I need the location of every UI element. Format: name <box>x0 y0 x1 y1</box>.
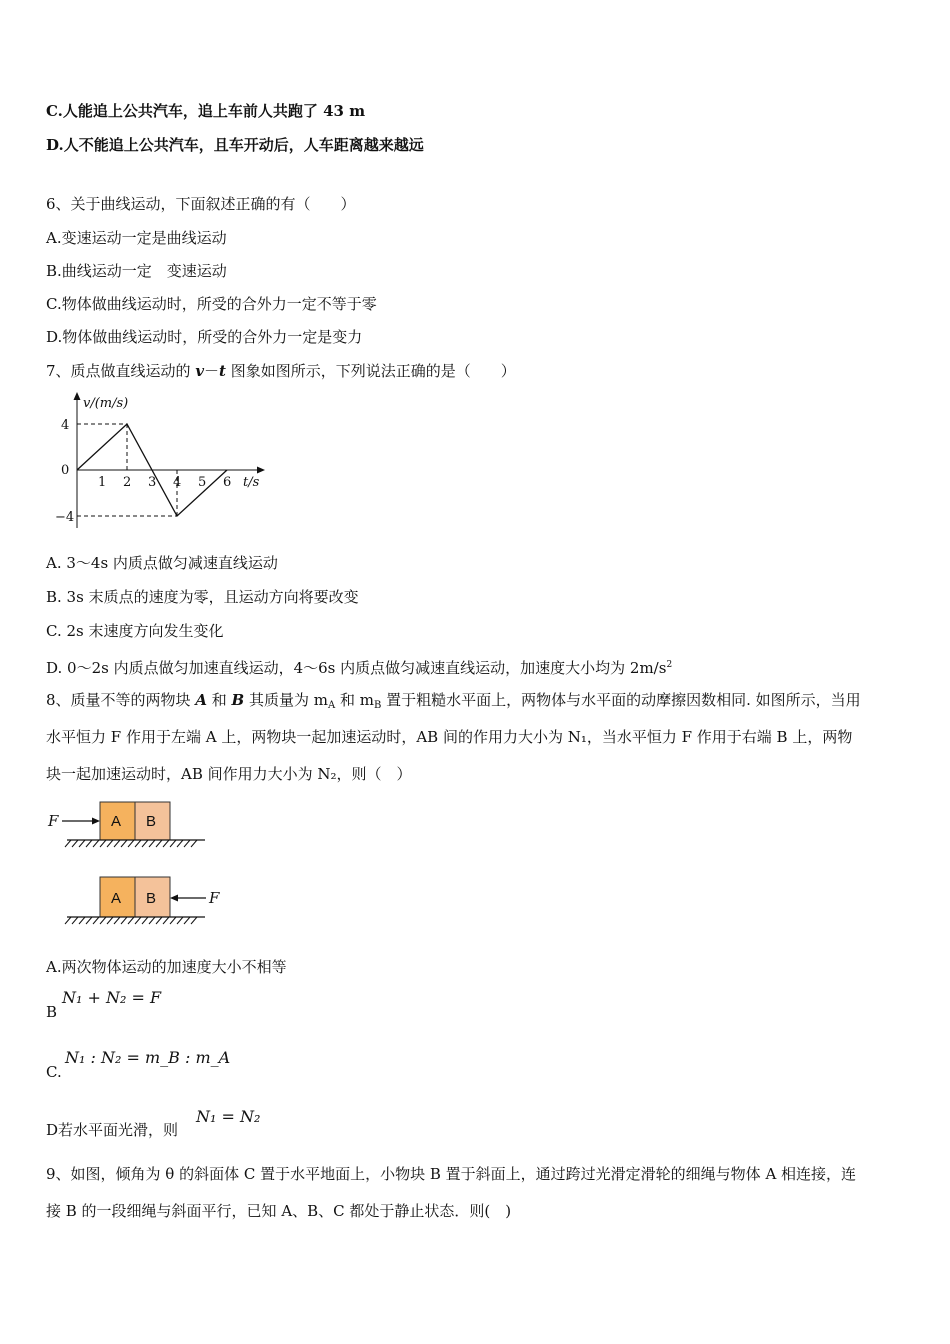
y-tick-label: 4 <box>61 418 70 433</box>
y-axis-arrow <box>74 392 81 400</box>
q6-option-a: A.变速运动一定是曲线运动 <box>46 229 227 247</box>
blocks-force-right-figure <box>45 872 235 930</box>
q7-stem-post: 图象如图所示，下列说法正确的是（ ） <box>225 362 516 380</box>
q9-line1: 9、如图，倾角为 θ 的斜面体 C 置于水平地面上，小物块 B 置于斜面上，通过跨过光滑定滑轮的细绳与物体 A 相连接，连 <box>46 1165 857 1183</box>
q7-option-b: B. 3s 末质点的速度为零，且运动方向将要改变 <box>46 588 359 606</box>
x-axis-arrow <box>257 467 265 474</box>
q9-line2: 接 B 的一段细绳与斜面平行，已知 A、B、C 都处于静止状态．则( ) <box>46 1202 512 1220</box>
hatch-mark <box>128 840 134 847</box>
hatch-mark <box>135 917 141 924</box>
hatch-mark <box>86 840 92 847</box>
q8-l1-subA: A <box>327 700 336 711</box>
force-label: F <box>209 889 220 907</box>
hatch-mark <box>72 917 78 924</box>
force-label: F <box>48 812 59 830</box>
block-a-label: A <box>111 813 122 830</box>
q6-option-c: C.物体做曲线运动时，所受的合外力一定不等于零 <box>46 295 377 313</box>
block-b-label: B <box>146 813 157 830</box>
hatch-mark <box>142 917 148 924</box>
hatch-mark <box>191 917 197 924</box>
hatch-mark <box>121 840 127 847</box>
hatch-mark <box>79 917 85 924</box>
hatch-mark <box>128 917 134 924</box>
q7-option-d-text: D. 0～2s 内质点做匀加速直线运动，4～6s 内质点做匀减速直线运动，加速度大小均为 2m/s <box>46 659 667 677</box>
vt-graph <box>55 390 275 535</box>
q8-line1 <box>46 690 861 716</box>
hatch-mark <box>156 917 162 924</box>
hatch-mark <box>135 840 141 847</box>
q5-option-c: C.人能追上公共汽车，追上车前人共跑了 43 m <box>46 102 366 120</box>
q6-option-b: B.曲线运动一定 变速运动 <box>46 262 227 280</box>
q6-option-d: D.物体做曲线运动时，所受的合外力一定是变力 <box>46 328 363 346</box>
hatch-mark <box>65 840 71 847</box>
y-axis-label: v/(m/s) <box>83 396 129 411</box>
q8-l1-post: 其质量为 m <box>244 691 328 709</box>
hatch-mark <box>163 917 169 924</box>
q8-option-c-formula: N₁ : N₂ = m_B : m_A <box>65 1048 231 1067</box>
q5-option-d: D.人不能追上公共汽车，且车开动后，人车距离越来越远 <box>46 136 424 154</box>
block-b-label: B <box>146 890 157 907</box>
hatch-mark <box>177 917 183 924</box>
hatch-mark <box>184 840 190 847</box>
hatch-mark <box>191 840 197 847</box>
x-tick-label: 2 <box>123 475 132 490</box>
q8-l1-and: 和 <box>206 691 232 709</box>
q8-option-c-label: C. <box>46 1063 62 1081</box>
q7-option-a: A. 3～4s 内质点做匀减速直线运动 <box>46 554 278 572</box>
hatch-mark <box>170 840 176 847</box>
q7-stem-v: v <box>195 362 205 380</box>
hatch-mark <box>93 840 99 847</box>
x-tick-label: 3 <box>148 475 157 490</box>
q8-l1-A: A <box>195 691 207 709</box>
hatch-mark <box>142 840 148 847</box>
block-a-label: A <box>111 890 122 907</box>
q6-stem: 6、关于曲线运动，下面叙述正确的有（ ） <box>46 195 356 213</box>
q8-l1-subB: B <box>373 700 382 711</box>
ground-hatching <box>65 917 197 924</box>
hatch-mark <box>177 840 183 847</box>
hatch-mark <box>156 840 162 847</box>
q8-l1-pre: 8、质量不等的两物块 <box>46 691 196 709</box>
q8-option-d-label: D若水平面光滑，则 <box>46 1121 179 1139</box>
hatch-mark <box>65 917 71 924</box>
hatch-mark <box>107 840 113 847</box>
q7-stem-t: t <box>219 362 226 380</box>
hatch-mark <box>121 917 127 924</box>
q7-option-d <box>46 655 672 678</box>
x-tick-label: 5 <box>198 475 207 490</box>
x-tick-label: 4 <box>173 475 182 490</box>
y-tick-label: −4 <box>55 510 75 525</box>
y-tick-label: 0 <box>61 463 70 478</box>
hatch-mark <box>86 917 92 924</box>
q8-option-a: A.两次物体运动的加速度大小不相等 <box>46 958 287 976</box>
q8-l1-and2: 和 m <box>335 691 374 709</box>
hatch-mark <box>149 840 155 847</box>
hatch-mark <box>72 840 78 847</box>
q8-option-b-label: B <box>46 1003 58 1021</box>
force-arrowhead <box>92 818 100 825</box>
hatch-mark <box>114 917 120 924</box>
hatch-mark <box>163 840 169 847</box>
hatch-mark <box>149 917 155 924</box>
hatch-mark <box>100 840 106 847</box>
q8-option-b-formula: N₁ + N₂ = F <box>62 988 162 1007</box>
q8-line3: 块一起加速运动时，AB 间作用力大小为 N₂，则（ ） <box>46 765 412 783</box>
q7-stem-dash: － <box>204 362 220 380</box>
q8-l1-end: 置于粗糙水平面上，两物体与水平面的动摩擦因数相同. 如图所示，当用 <box>381 691 861 709</box>
hatch-mark <box>170 917 176 924</box>
ground-hatching <box>65 840 197 847</box>
q8-line2: 水平恒力 F 作用于左端 A 上，两物块一起加速运动时，AB 间的作用力大小为 N₁，当水平恒力 F 作用于右端 B 上，两物 <box>46 728 853 746</box>
q8-option-d-formula: N₁ = N₂ <box>196 1107 261 1126</box>
x-tick-label: 6 <box>223 475 232 490</box>
q8-l1-B: B <box>231 691 245 709</box>
hatch-mark <box>100 917 106 924</box>
x-tick-label: 1 <box>98 475 107 490</box>
q7-option-d-sup: 2 <box>666 660 673 670</box>
blocks-force-left-figure <box>45 797 220 855</box>
x-axis-label: t/s <box>243 475 260 490</box>
hatch-mark <box>184 917 190 924</box>
hatch-mark <box>107 917 113 924</box>
hatch-mark <box>79 840 85 847</box>
q7-stem-pre: 7、质点做直线运动的 <box>46 362 196 380</box>
hatch-mark <box>93 917 99 924</box>
hatch-mark <box>114 840 120 847</box>
q7-option-c: C. 2s 末速度方向发生变化 <box>46 622 224 640</box>
q7-stem <box>46 361 516 381</box>
